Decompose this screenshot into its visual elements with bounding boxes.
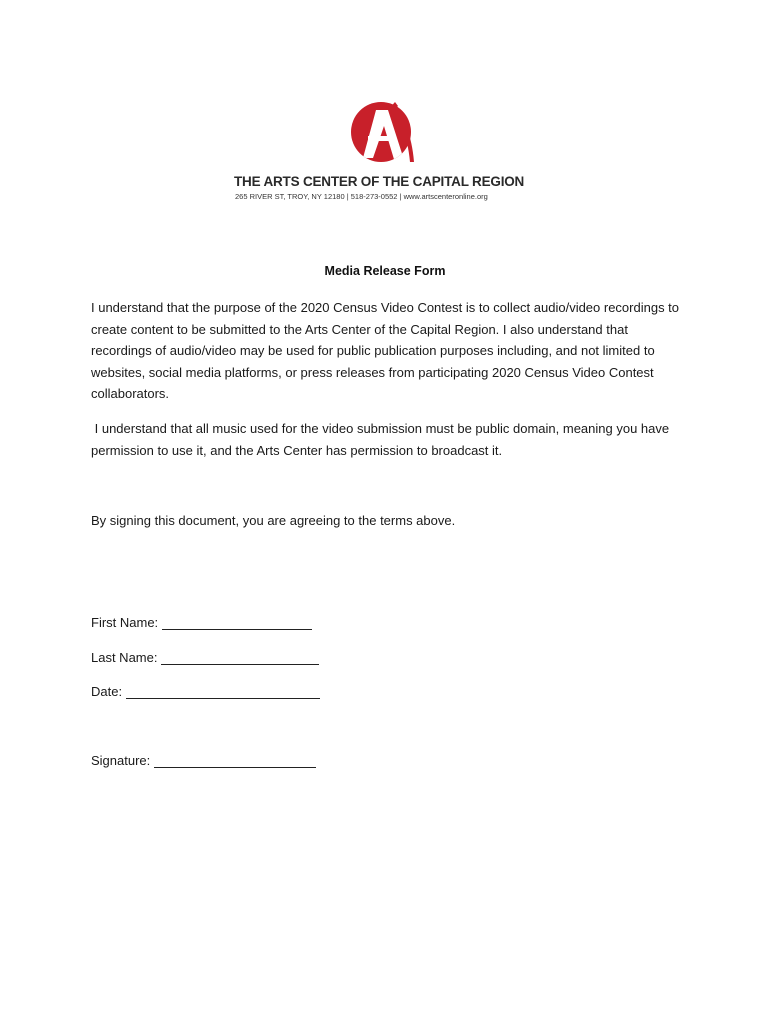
date-line[interactable] <box>126 684 320 699</box>
first-name-label: First Name: <box>91 615 159 630</box>
last-name-label: Last Name: <box>91 650 158 665</box>
music-paragraph: I understand that all music used for the video submission must be public domain, meaning you have permission to use it, and the Arts Center has permission to broadcast it. <box>91 421 673 458</box>
signature-field <box>91 753 316 768</box>
org-logo-block <box>230 96 540 206</box>
arts-center-logo-icon <box>348 96 418 166</box>
last-name-field <box>91 650 319 665</box>
date-field <box>91 684 320 699</box>
agreement-paragraph: By signing this document, you are agreeing to the terms above. <box>91 513 456 528</box>
signature-label: Signature: <box>91 753 151 768</box>
last-name-line[interactable] <box>161 650 319 665</box>
org-name: THE ARTS CENTER OF THE CAPITAL REGION <box>234 174 525 189</box>
date-label: Date: <box>91 684 123 699</box>
form-title: Media Release Form <box>324 264 446 278</box>
signature-line[interactable] <box>154 753 316 768</box>
org-address: 265 RIVER ST, TROY, NY 12180 | 518-273-0552 | www.artscenteronline.org <box>235 192 488 201</box>
purpose-paragraph: I understand that the purpose of the 2020 Census Video Contest is to collect audio/video recordings to create content to be submitted to the Arts Center of the Capital Region. I also understand that recordings of audio/video may be used for public publication purposes including, and not limited to websites, social media platforms, or press releases from participating 2020 Census Video Contest collaborators. <box>91 300 680 401</box>
first-name-line[interactable] <box>162 615 312 630</box>
first-name-field <box>91 615 312 630</box>
